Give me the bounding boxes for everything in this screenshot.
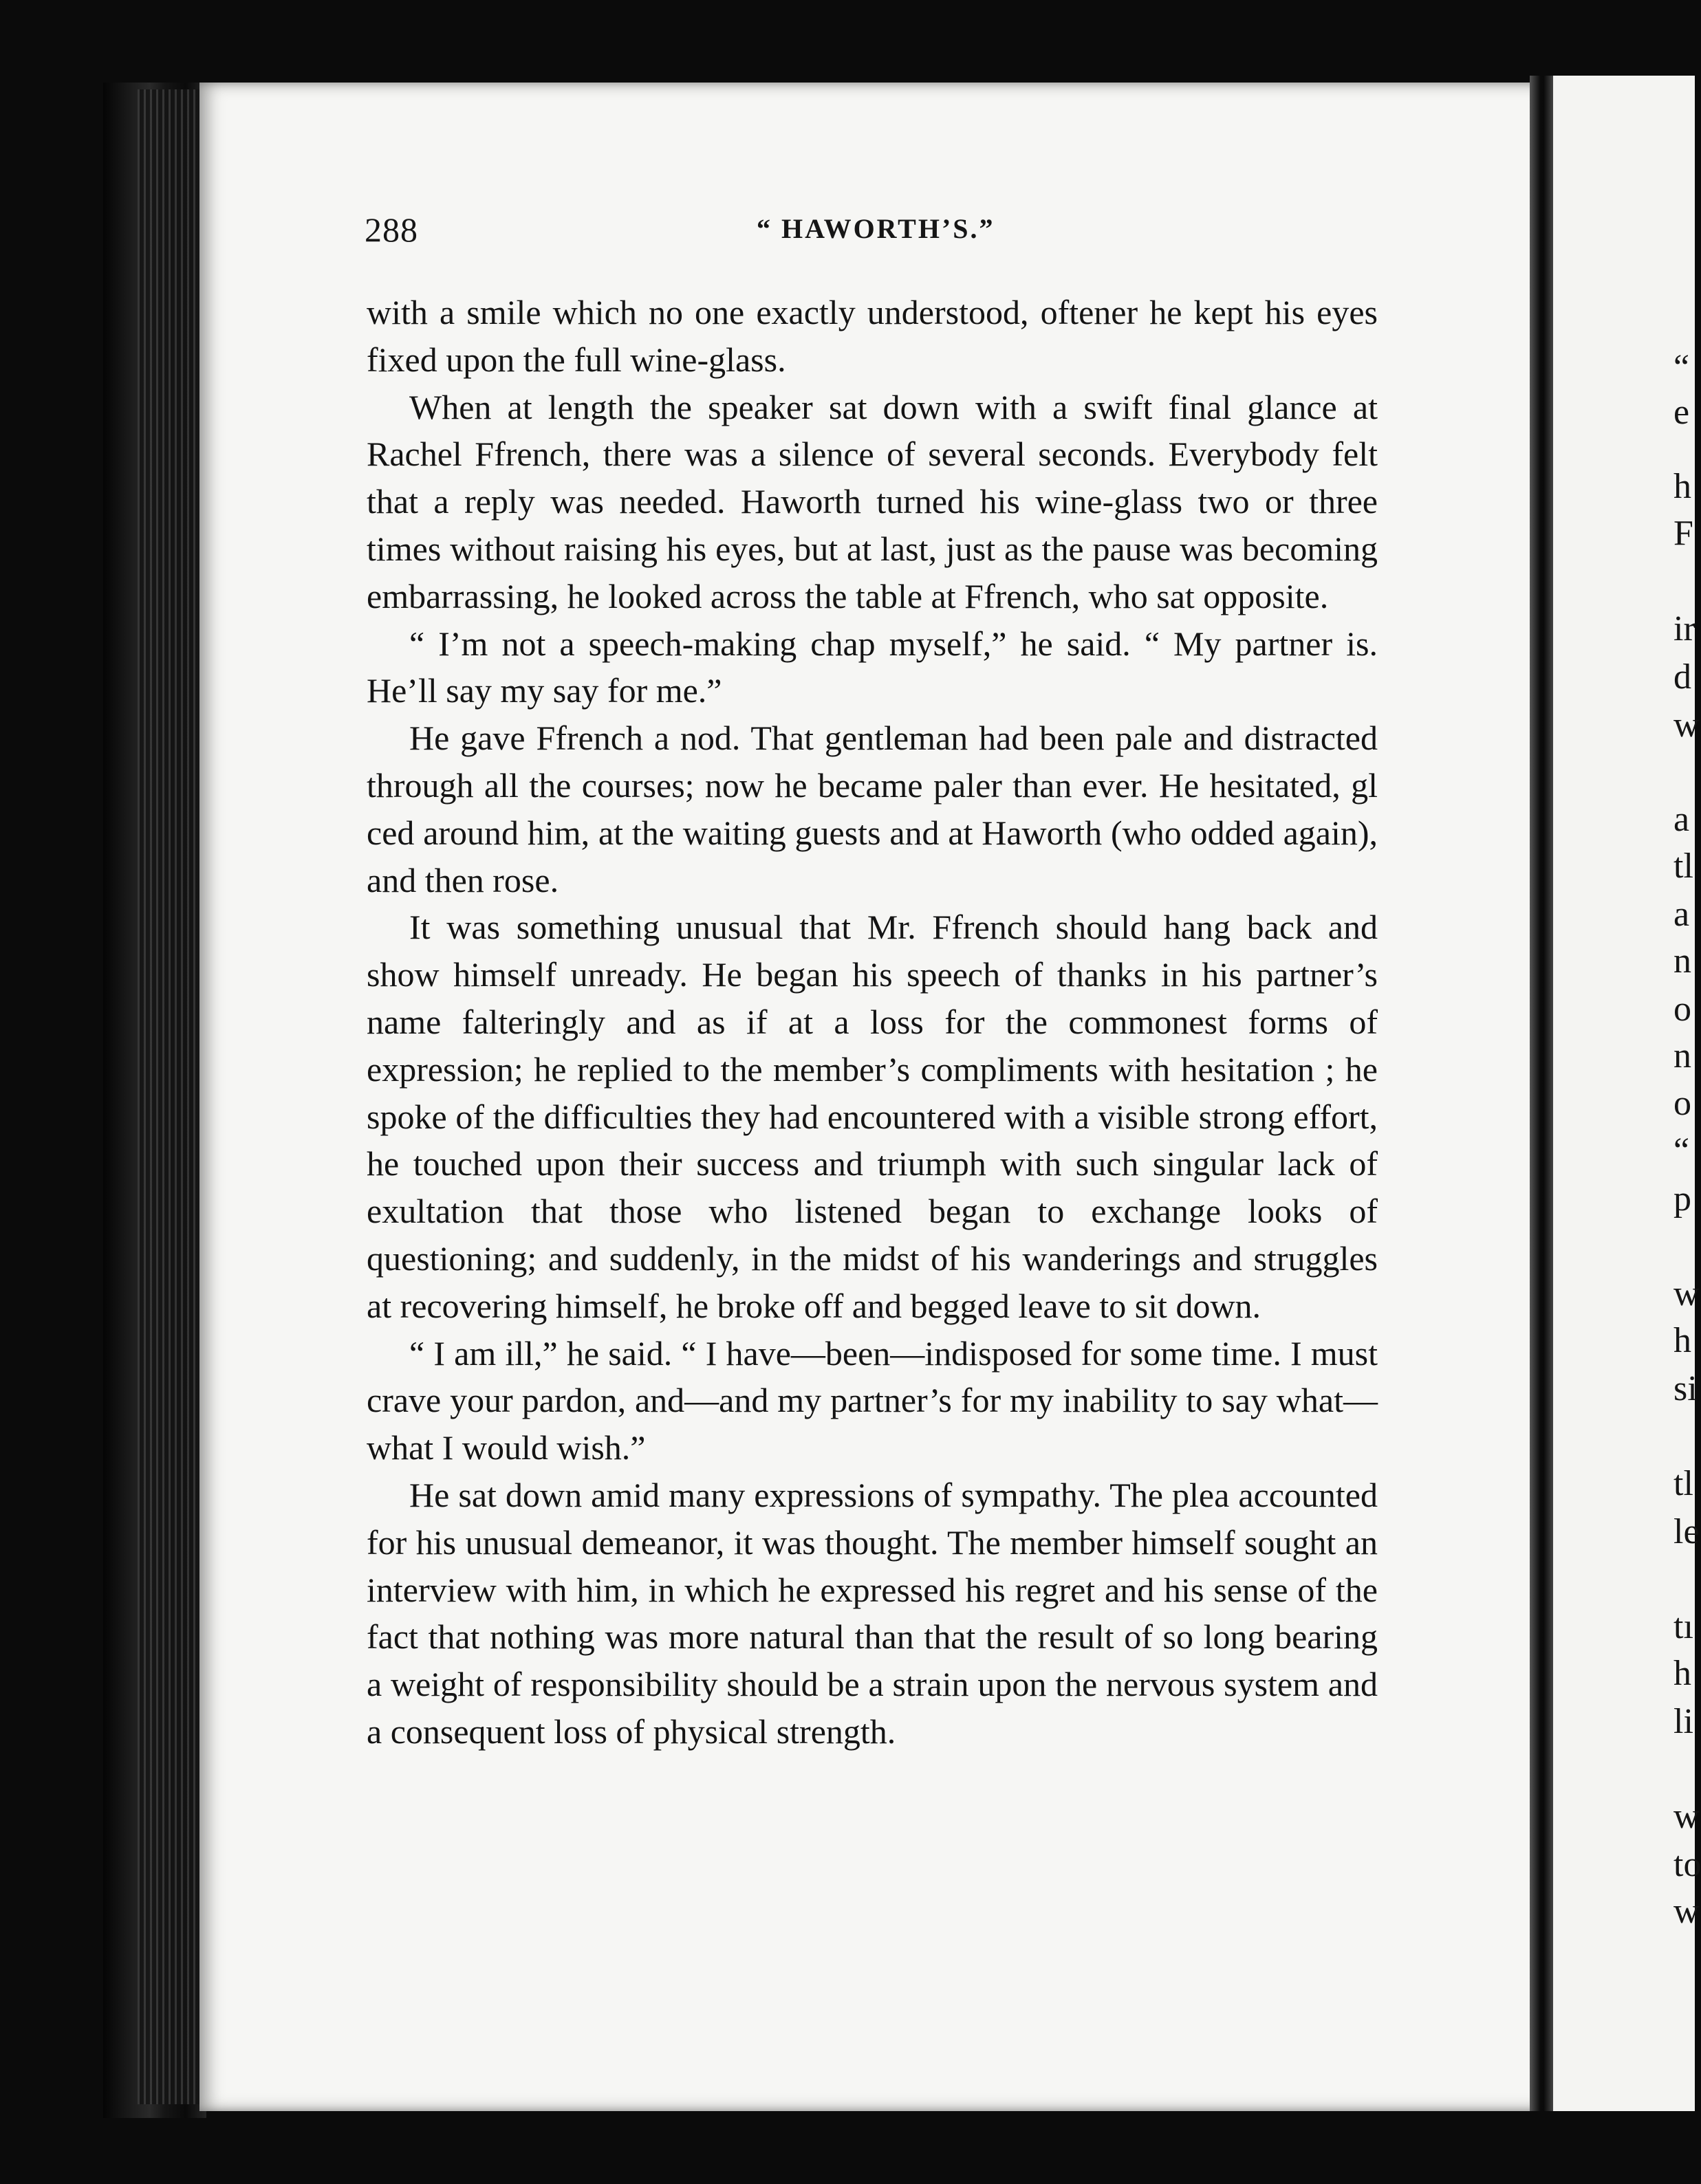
facing-page-fragment: tl bbox=[1673, 1464, 1693, 1503]
paragraph: with a smile which no one exactly understood, oftener he kept his eyes fixed upon the full wine-glass. bbox=[367, 293, 1378, 379]
paragraph: “ I’m not a speech-making chap myself,” he said. “ My partner is. He’ll say my say for me.” bbox=[367, 624, 1378, 710]
facing-page-fragment: w bbox=[1673, 1797, 1700, 1836]
facing-page-fragment: si bbox=[1673, 1369, 1698, 1408]
paragraph: It was something unusual that Mr. Ffrench should hang back and show himself unready. He began his speech of thanks in his partner’s name falteringly and as if at a loss for the commonest forms of expression; he replied to the member’s compliments with hesitation ; he spoke of the difficulties they had encountered with a visible strong effort, he touched upon their success and triumph with such singular lack of exultation that those who listened began to exchange looks of questioning; and suddenly, in the midst of his wanderings and struggles at recovering himself, he broke off and begged leave to sit down. bbox=[367, 908, 1378, 1325]
facing-page-fragment: a bbox=[1673, 895, 1690, 934]
facing-page-fragment: d bbox=[1673, 657, 1691, 697]
facing-page-fragment: w bbox=[1673, 1274, 1700, 1313]
page-number: 288 bbox=[365, 210, 418, 249]
book-gutter bbox=[1530, 76, 1553, 2111]
facing-page-fragment: h bbox=[1673, 1654, 1691, 1693]
paragraph: “ I am ill,” he said. “ I have—been—indisposed for some time. I must crave your pardon, and—and my partner’s for my inability to say what—what I would wish.” bbox=[367, 1333, 1378, 1467]
facing-page bbox=[1553, 76, 1701, 2111]
facing-page-fragment: tı bbox=[1673, 1607, 1693, 1646]
facing-page-fragment: li bbox=[1673, 1702, 1693, 1741]
facing-page-fragment: e bbox=[1673, 393, 1690, 432]
paragraph: He sat down amid many expressions of sympathy. The plea accounted for his unusual demeanor, it was thought. The member himself sought an interview with him, in which he expressed his regret and his sense of the fact that nothing was more natural than that the result of so long bearing a weight of responsibility should be a strain upon the nervous system and a consequent loss of physical strength. bbox=[367, 1475, 1378, 1751]
facing-page-fragment: p bbox=[1673, 1179, 1691, 1219]
facing-page-fragment: a bbox=[1673, 800, 1690, 839]
facing-page-fragment: ir bbox=[1673, 609, 1695, 648]
facing-page-fragment: o bbox=[1673, 1084, 1691, 1123]
facing-page-fragment: “ bbox=[1673, 1131, 1690, 1170]
facing-page-fragment: o bbox=[1673, 990, 1691, 1029]
facing-page-fragment: h bbox=[1673, 1321, 1691, 1360]
facing-page-fragment: w bbox=[1673, 706, 1700, 745]
page-header bbox=[365, 210, 1369, 265]
facing-page-fragment: n bbox=[1673, 1036, 1691, 1075]
facing-page-fragment: n bbox=[1673, 941, 1691, 981]
facing-page-fragment: h bbox=[1673, 467, 1691, 506]
paragraph: He gave Ffrench a nod. That gentleman had been pale and distracted through all the courses; now he became paler than ever. He hesitated, gl ced around him, at the waiting guests and at Haworth (who odded again), and then rose. bbox=[367, 719, 1378, 899]
running-title: “ HAWORTH’S.” bbox=[757, 213, 995, 244]
facing-page-fragment: “ bbox=[1673, 348, 1690, 387]
facing-page-fragment: tl bbox=[1673, 847, 1693, 886]
paragraph: When at length the speaker sat down with a swift final glance at Rachel Ffrench, there was a silence of several seconds. Everybody felt that a reply was needed. Haworth turned his wine-glass two or three times without raising his eyes, but at last, just as the pause was becoming embarrassing, he looked across the table at Ffrench, who sat opposite. bbox=[367, 387, 1378, 615]
facing-page-fragment: F bbox=[1673, 514, 1693, 553]
facing-page-fragment: w bbox=[1673, 1892, 1700, 1931]
facing-page-fragment: le bbox=[1673, 1512, 1700, 1551]
body-text bbox=[367, 289, 1378, 1756]
facing-page-fragment: to bbox=[1673, 1845, 1701, 1884]
